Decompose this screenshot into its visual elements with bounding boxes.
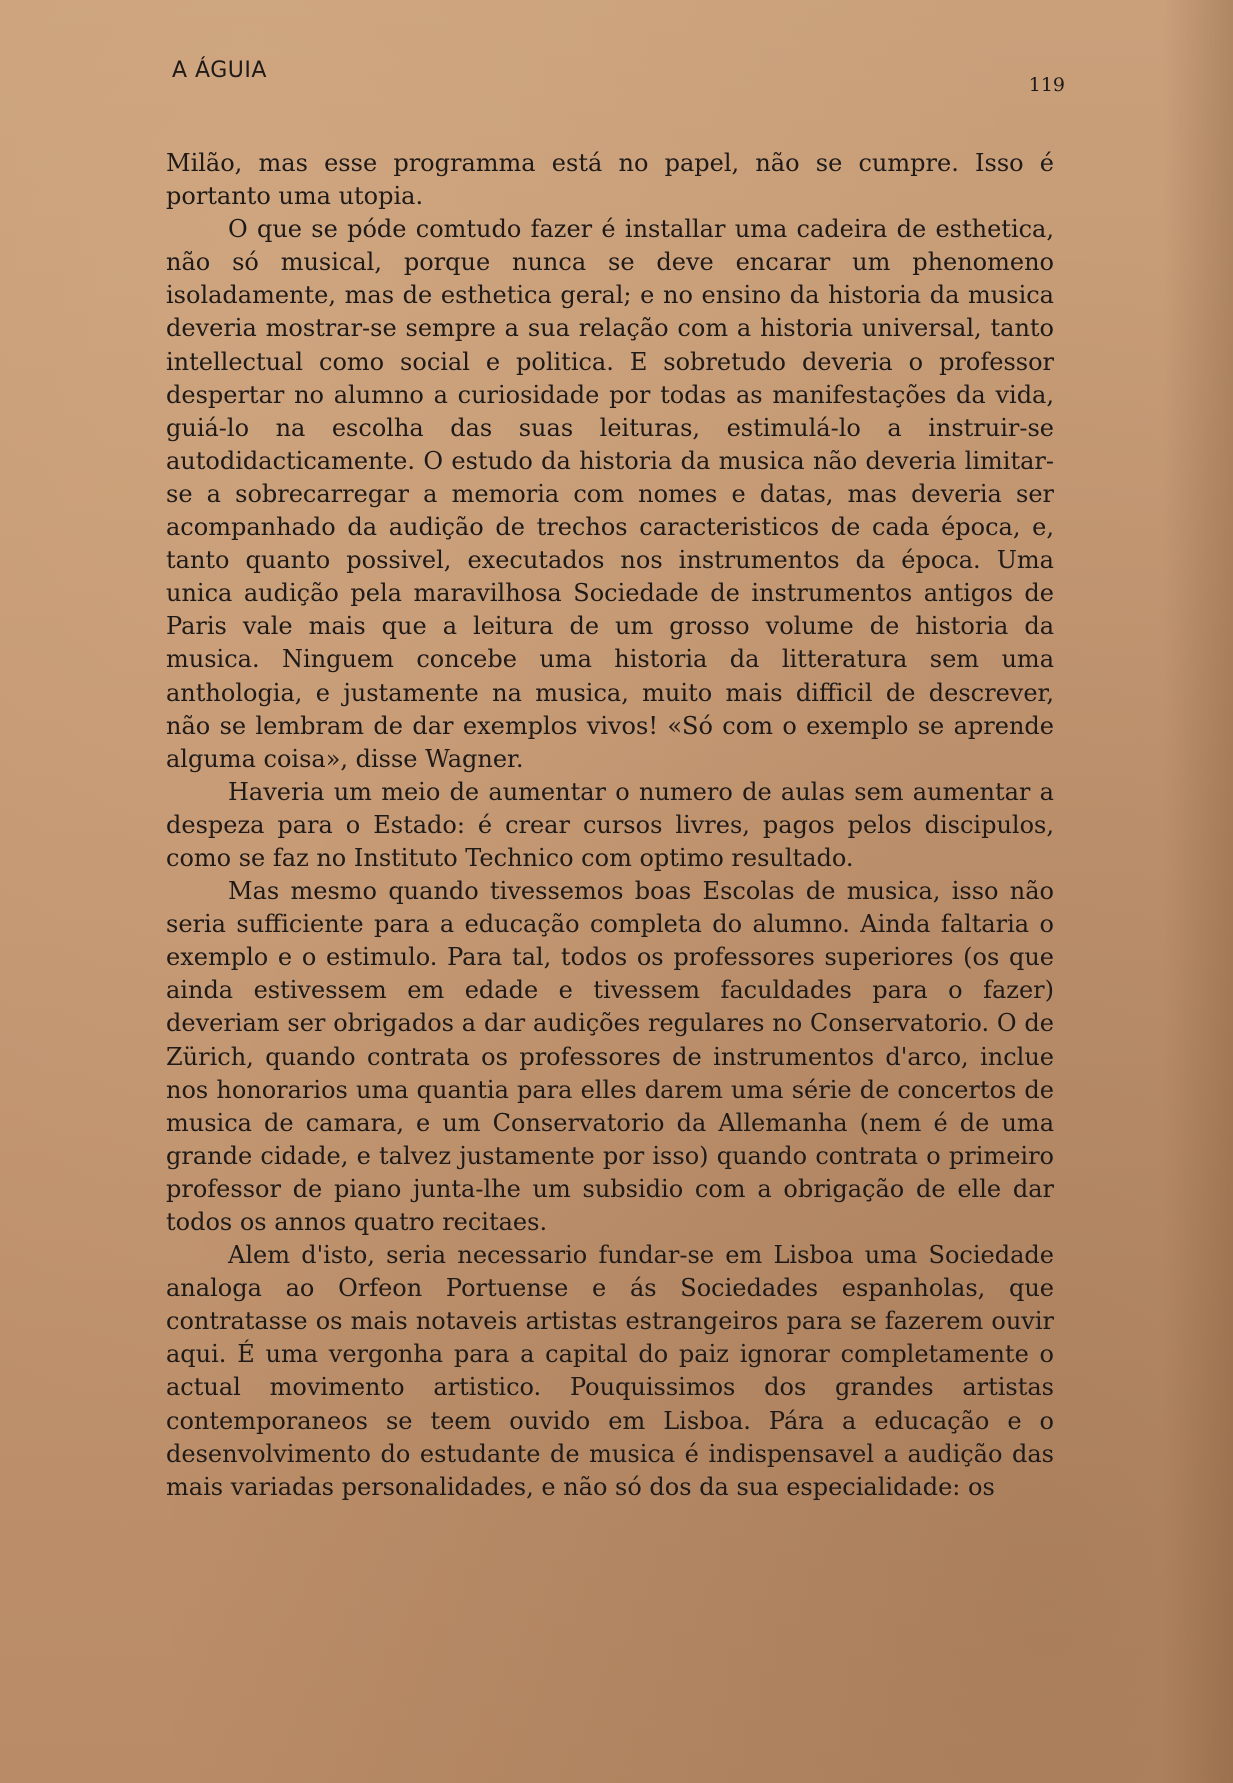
paragraph: Mas mesmo quando tivessemos boas Escolas de musica, isso não seria sufficiente para a educação completa do alumno. Ainda faltaria o exemplo e o estimulo. Para tal, todos os professores superiores (os que ainda estivessem em edade e tivessem faculdades para o fazer) deveriam ser obrigados a dar audições regulares no Conservatorio. O de Zürich, quando contrata os professores de instrumentos d'arco, inclue nos honorarios uma quantia para elles darem uma série de concertos de musica de camara, e um Conservatorio da Allemanha (nem é de uma grande cidade, e talvez justamente por isso) quando contrata o primeiro professor de piano junta-lhe um subsidio com a obrigação de elle dar todos os annos quatro recitaes. — [166, 877, 1054, 1236]
paragraph: Haveria um meio de aumentar o numero de aulas sem aumentar a despeza para o Estado: é crear cursos livres, pagos pelos discipulos, como se faz no Instituto Technico com optimo resultado. — [166, 777, 1054, 872]
body-text — [166, 147, 1054, 1504]
paragraph: O que se póde comtudo fazer é installar uma cadeira de esthetica, não só musical, porque nunca se deve encarar um phenomeno isoladamente, mas de esthetica geral; e no ensino da historia da musica deveria mostrar-se sempre a sua relação com a historia universal, tanto intellectual como social e politica. E sobretudo deveria o professor despertar no alumno a curiosidade por todas as manifestações da vida, guiá-lo na escolha das suas leituras, estimulá-lo a instruir-se autodidacticamente. O estudo da historia da musica não deveria limitar-se a sobrecarregar a memoria com nomes e datas, mas deveria ser acompanhado da audição de trechos caracteristicos de cada época, e, tanto quanto possivel, executados nos instrumentos da época. Uma unica audição pela maravilhosa Sociedade de instrumentos antigos de Paris vale mais que a leitura de um grosso volume de historia da musica. Ninguem concebe uma historia da litteratura sem uma anthologia, e justamente na musica, muito mais difficil de descrever, não se lembram de dar exemplos vivos! «Só com o exemplo se aprende alguma coisa», disse Wagner. — [166, 215, 1054, 773]
page-header — [172, 58, 1065, 98]
page-edge-shadow — [1163, 0, 1233, 1783]
paragraph: Alem d'isto, seria necessario fundar-se em Lisboa uma Sociedade analoga ao Orfeon Portuense e ás Sociedades espanholas, que contratasse os mais notaveis artistas estrangeiros para se fazerem ouvir aqui. É uma vergonha para a capital do paiz ignorar completamente o actual movimento artistico. Pouquissimos dos grandes artistas contemporaneos se teem ouvido em Lisboa. Pára a educação e o desenvolvimento do estudante de musica é indispensavel a audição das mais variadas personalidades, e não só dos da sua especialidade: os — [166, 1241, 1054, 1501]
page-number: 119 — [1028, 74, 1065, 96]
running-title: A ÁGUIA — [172, 58, 267, 83]
paragraph: Milão, mas esse programma está no papel, não se cumpre. Isso é portanto uma utopia. — [166, 149, 1054, 211]
